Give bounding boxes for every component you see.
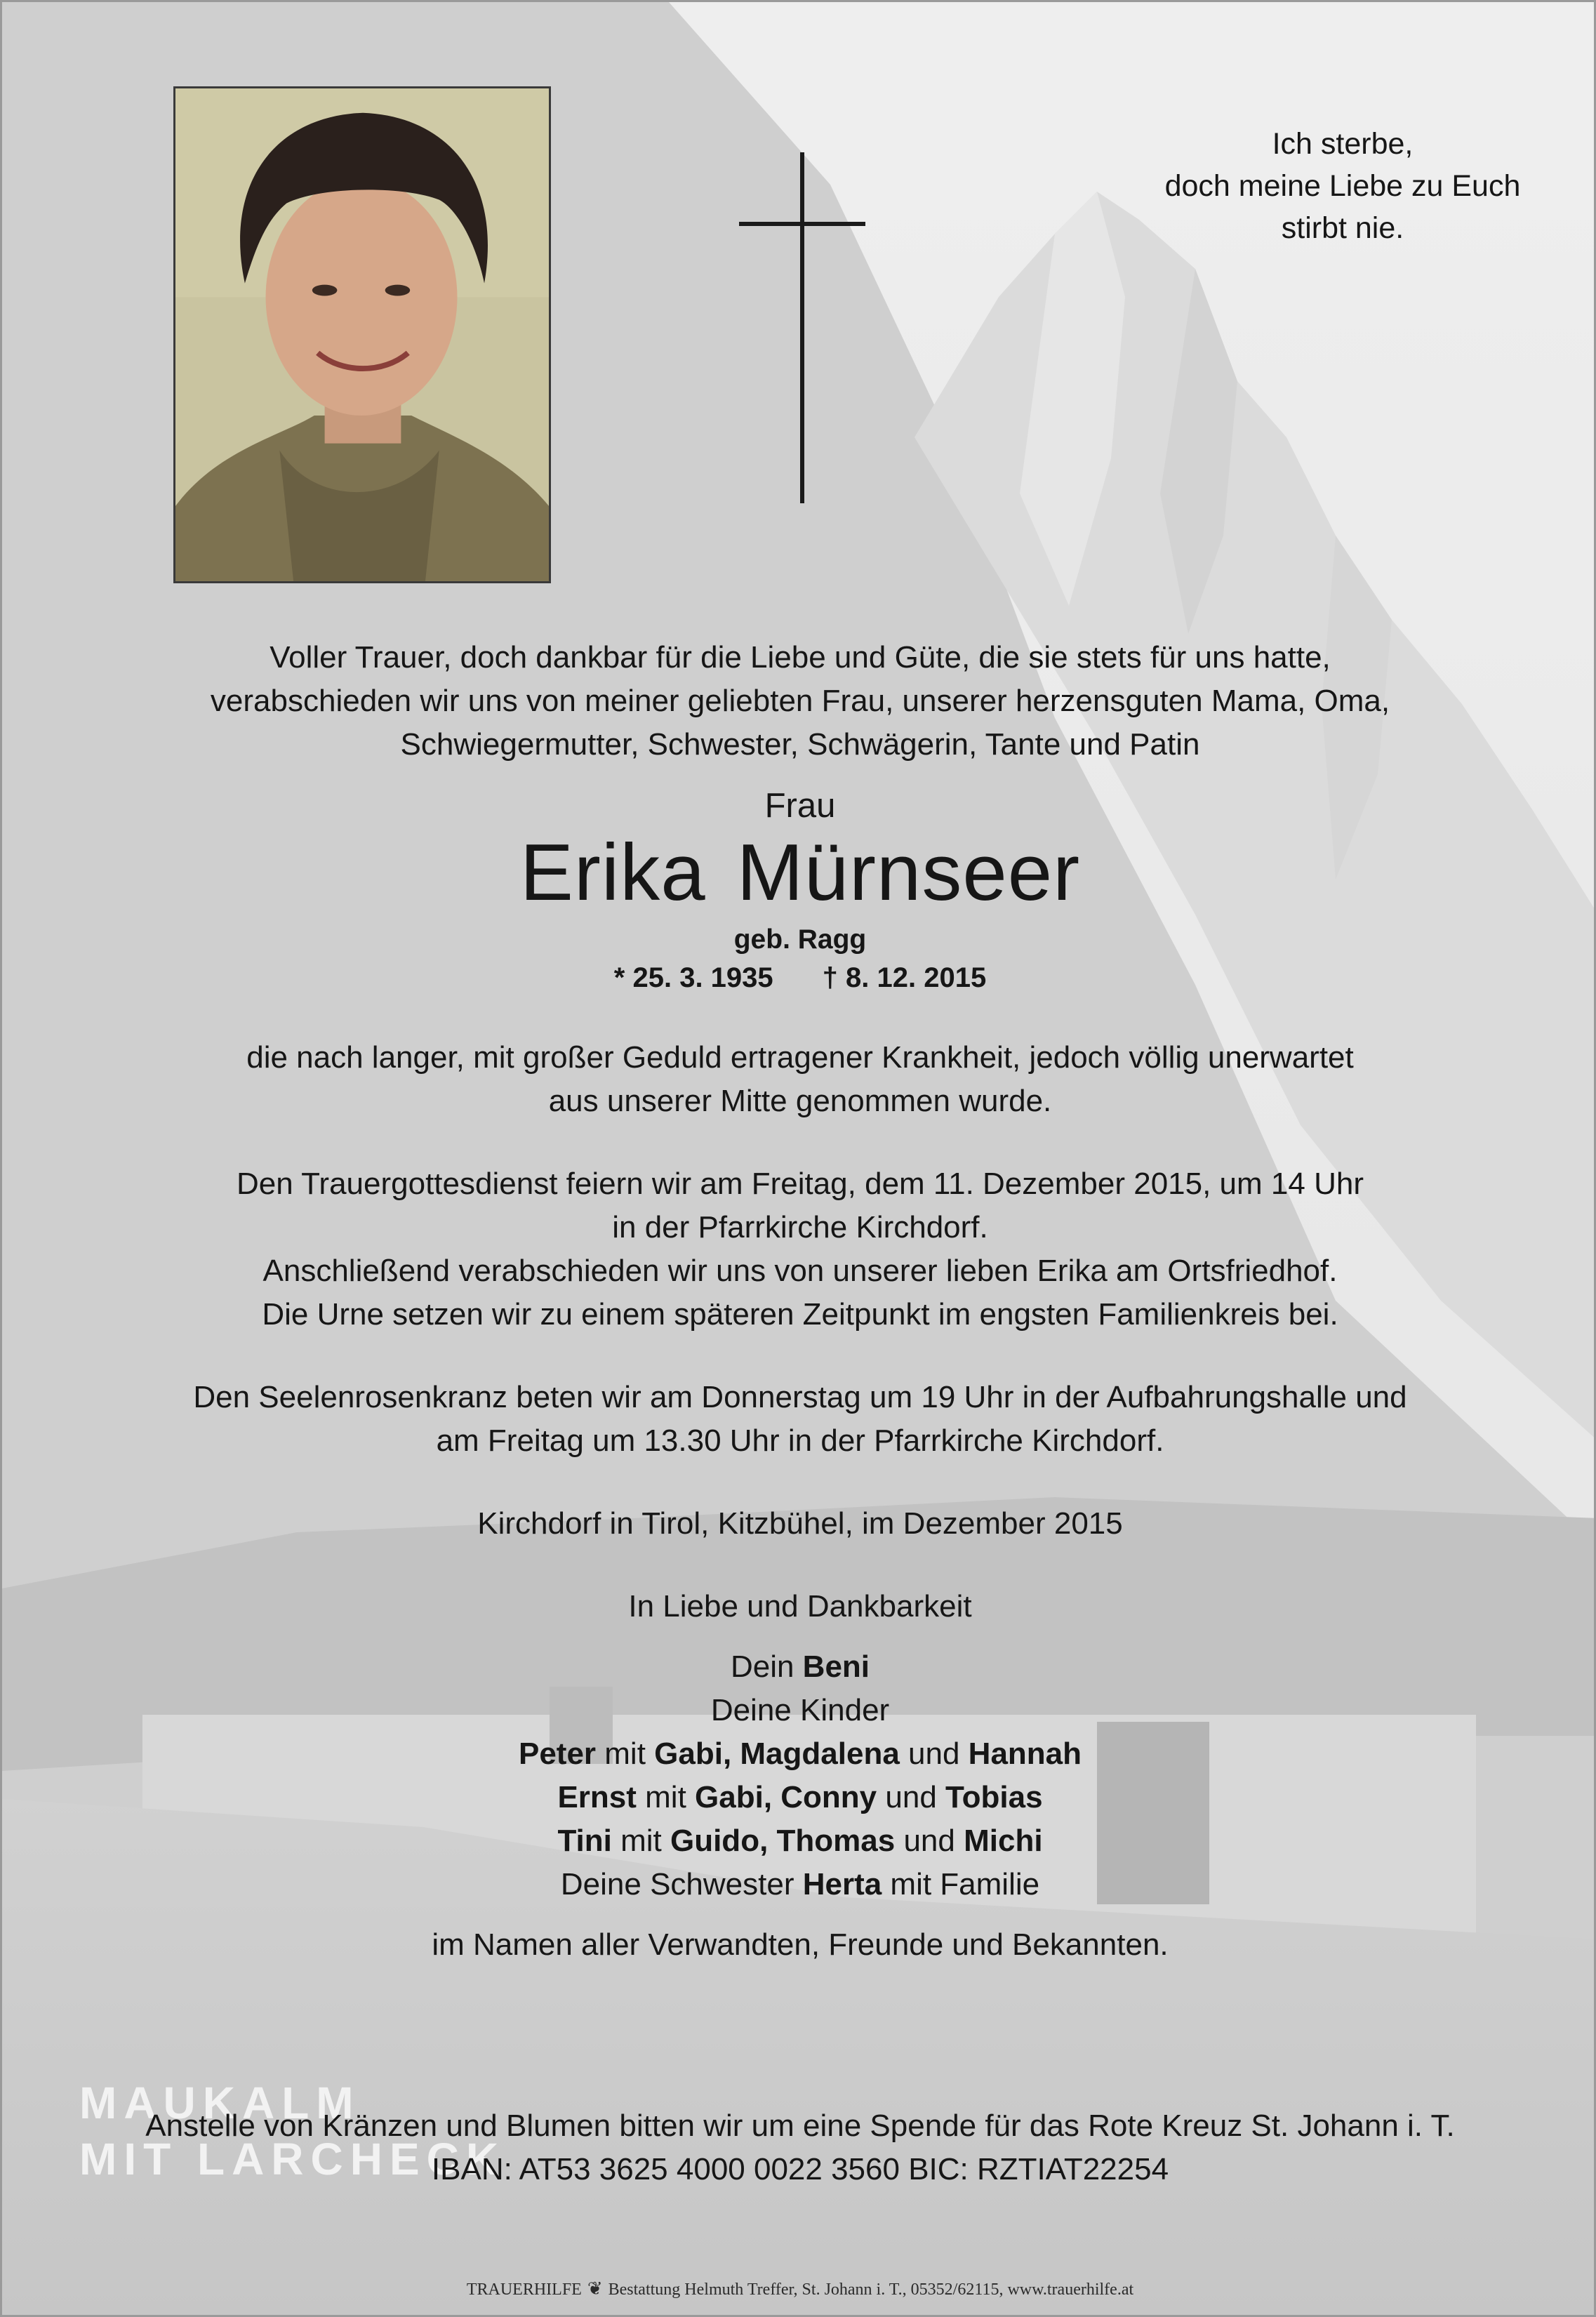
service-line-1: Den Trauergottesdienst feiern wir am Freitag, dem 11. Dezember 2015, um 14 Uhr: [237, 1167, 1364, 1201]
footer-brand: TRAUERHILFE: [466, 2281, 582, 2299]
mourner-line-5: Tini mit Guido, Thomas und Michi: [557, 1824, 1043, 1858]
place-date: Kirchdorf in Tirol, Kitzbühel, im Dezember 2015: [477, 1506, 1123, 1541]
relatives-line: im Namen aller Verwandten, Freunde und Bekannten.: [432, 1927, 1169, 1962]
service-line-3: Anschließend verabschieden wir uns von unserer lieben Erika am Ortsfriedhof.: [262, 1254, 1338, 1288]
first-name: Erika: [519, 828, 706, 917]
birth-date: * 25. 3. 1935: [613, 962, 773, 993]
service-paragraph: [98, 1162, 1502, 1336]
service-line-2: in der Pfarrkirche Kirchdorf.: [612, 1210, 988, 1244]
donation-request: [98, 2104, 1502, 2191]
donation-line-1: Anstelle von Kränzen und Blumen bitten wir um eine Spende für das Rote Kreuz St. Johann i. T.: [145, 2109, 1455, 2143]
mourner-line-1: Dein Beni: [730, 1649, 870, 1684]
mourners-list: [98, 1645, 1502, 1906]
cross-icon: [739, 152, 865, 503]
rosary-paragraph: [98, 1376, 1502, 1463]
intro-line-3: Schwiegermutter, Schwester, Schwägerin, Tante und Patin: [400, 727, 1200, 762]
illness-line-2: aus unserer Mitte genommen wurde.: [548, 1084, 1052, 1118]
intro-line-2: verabschieden wir uns von meiner geliebten Frau, unserer herzensguten Mama, Oma,: [210, 684, 1390, 718]
illness-line-1: die nach langer, mit großer Geduld ertragener Krankheit, jedoch völlig unerwartet: [246, 1040, 1354, 1075]
postcard-caption-line-2: MIT LARCHECK: [79, 2134, 506, 2184]
motto-quote: [1125, 123, 1560, 249]
last-name: Mürnseer: [736, 828, 1081, 917]
rosary-line-1: Den Seelenrosenkranz beten wir am Donnerstag um 19 Uhr in der Aufbahrungshalle und: [193, 1380, 1407, 1414]
mourner-line-6: Deine Schwester Herta mit Familie: [560, 1867, 1040, 1901]
life-dates: [98, 959, 1502, 997]
service-line-4: Die Urne setzen wir zu einem späteren Zeitpunkt im engsten Familienkreis bei.: [262, 1297, 1338, 1332]
birth-name: geb. Ragg: [733, 924, 867, 955]
obituary-text: [98, 636, 1502, 1967]
love-line: In Liebe und Dankbarkeit: [628, 1589, 972, 1624]
mourner-line-2: Deine Kinder: [710, 1693, 890, 1727]
postcard-caption-line-1: MAUKALM: [79, 2078, 361, 2128]
cross-horizontal-bar: [739, 222, 865, 226]
mourner-line-3: Peter mit Gabi, Magdalena und Hannah: [518, 1737, 1082, 1771]
donation-iban: IBAN: AT53 3625 4000 0022 3560 BIC: RZTIAT22254: [431, 2152, 1169, 2186]
cross-vertical-bar: [800, 152, 804, 503]
motto-line-1: Ich sterbe,: [1272, 127, 1414, 161]
mourner-line-4: Ernst mit Gabi, Conny und Tobias: [557, 1780, 1043, 1814]
salutation: Frau: [764, 787, 836, 825]
intro-line-1: Voller Trauer, doch dankbar für die Liebe und Güte, die sie stets für uns hatte,: [270, 640, 1331, 675]
deceased-name: [98, 828, 1502, 918]
death-date: † 8. 12. 2015: [822, 962, 987, 993]
motto-line-3: stirbt nie.: [1281, 211, 1404, 245]
portrait-photo: [173, 86, 551, 583]
motto-line-2: doch meine Liebe zu Euch: [1164, 169, 1521, 203]
intro-paragraph: [98, 636, 1502, 766]
illness-paragraph: [98, 1036, 1502, 1123]
funeral-home-footer: [2, 2278, 1596, 2299]
footer-text: Bestattung Helmuth Treffer, St. Johann i. T., 05352/62115, www.trauerhilfe.at: [608, 2281, 1134, 2299]
leaf-icon: ❦: [587, 2278, 603, 2299]
rosary-line-2: am Freitag um 13.30 Uhr in der Pfarrkirche Kirchdorf.: [436, 1423, 1164, 1458]
